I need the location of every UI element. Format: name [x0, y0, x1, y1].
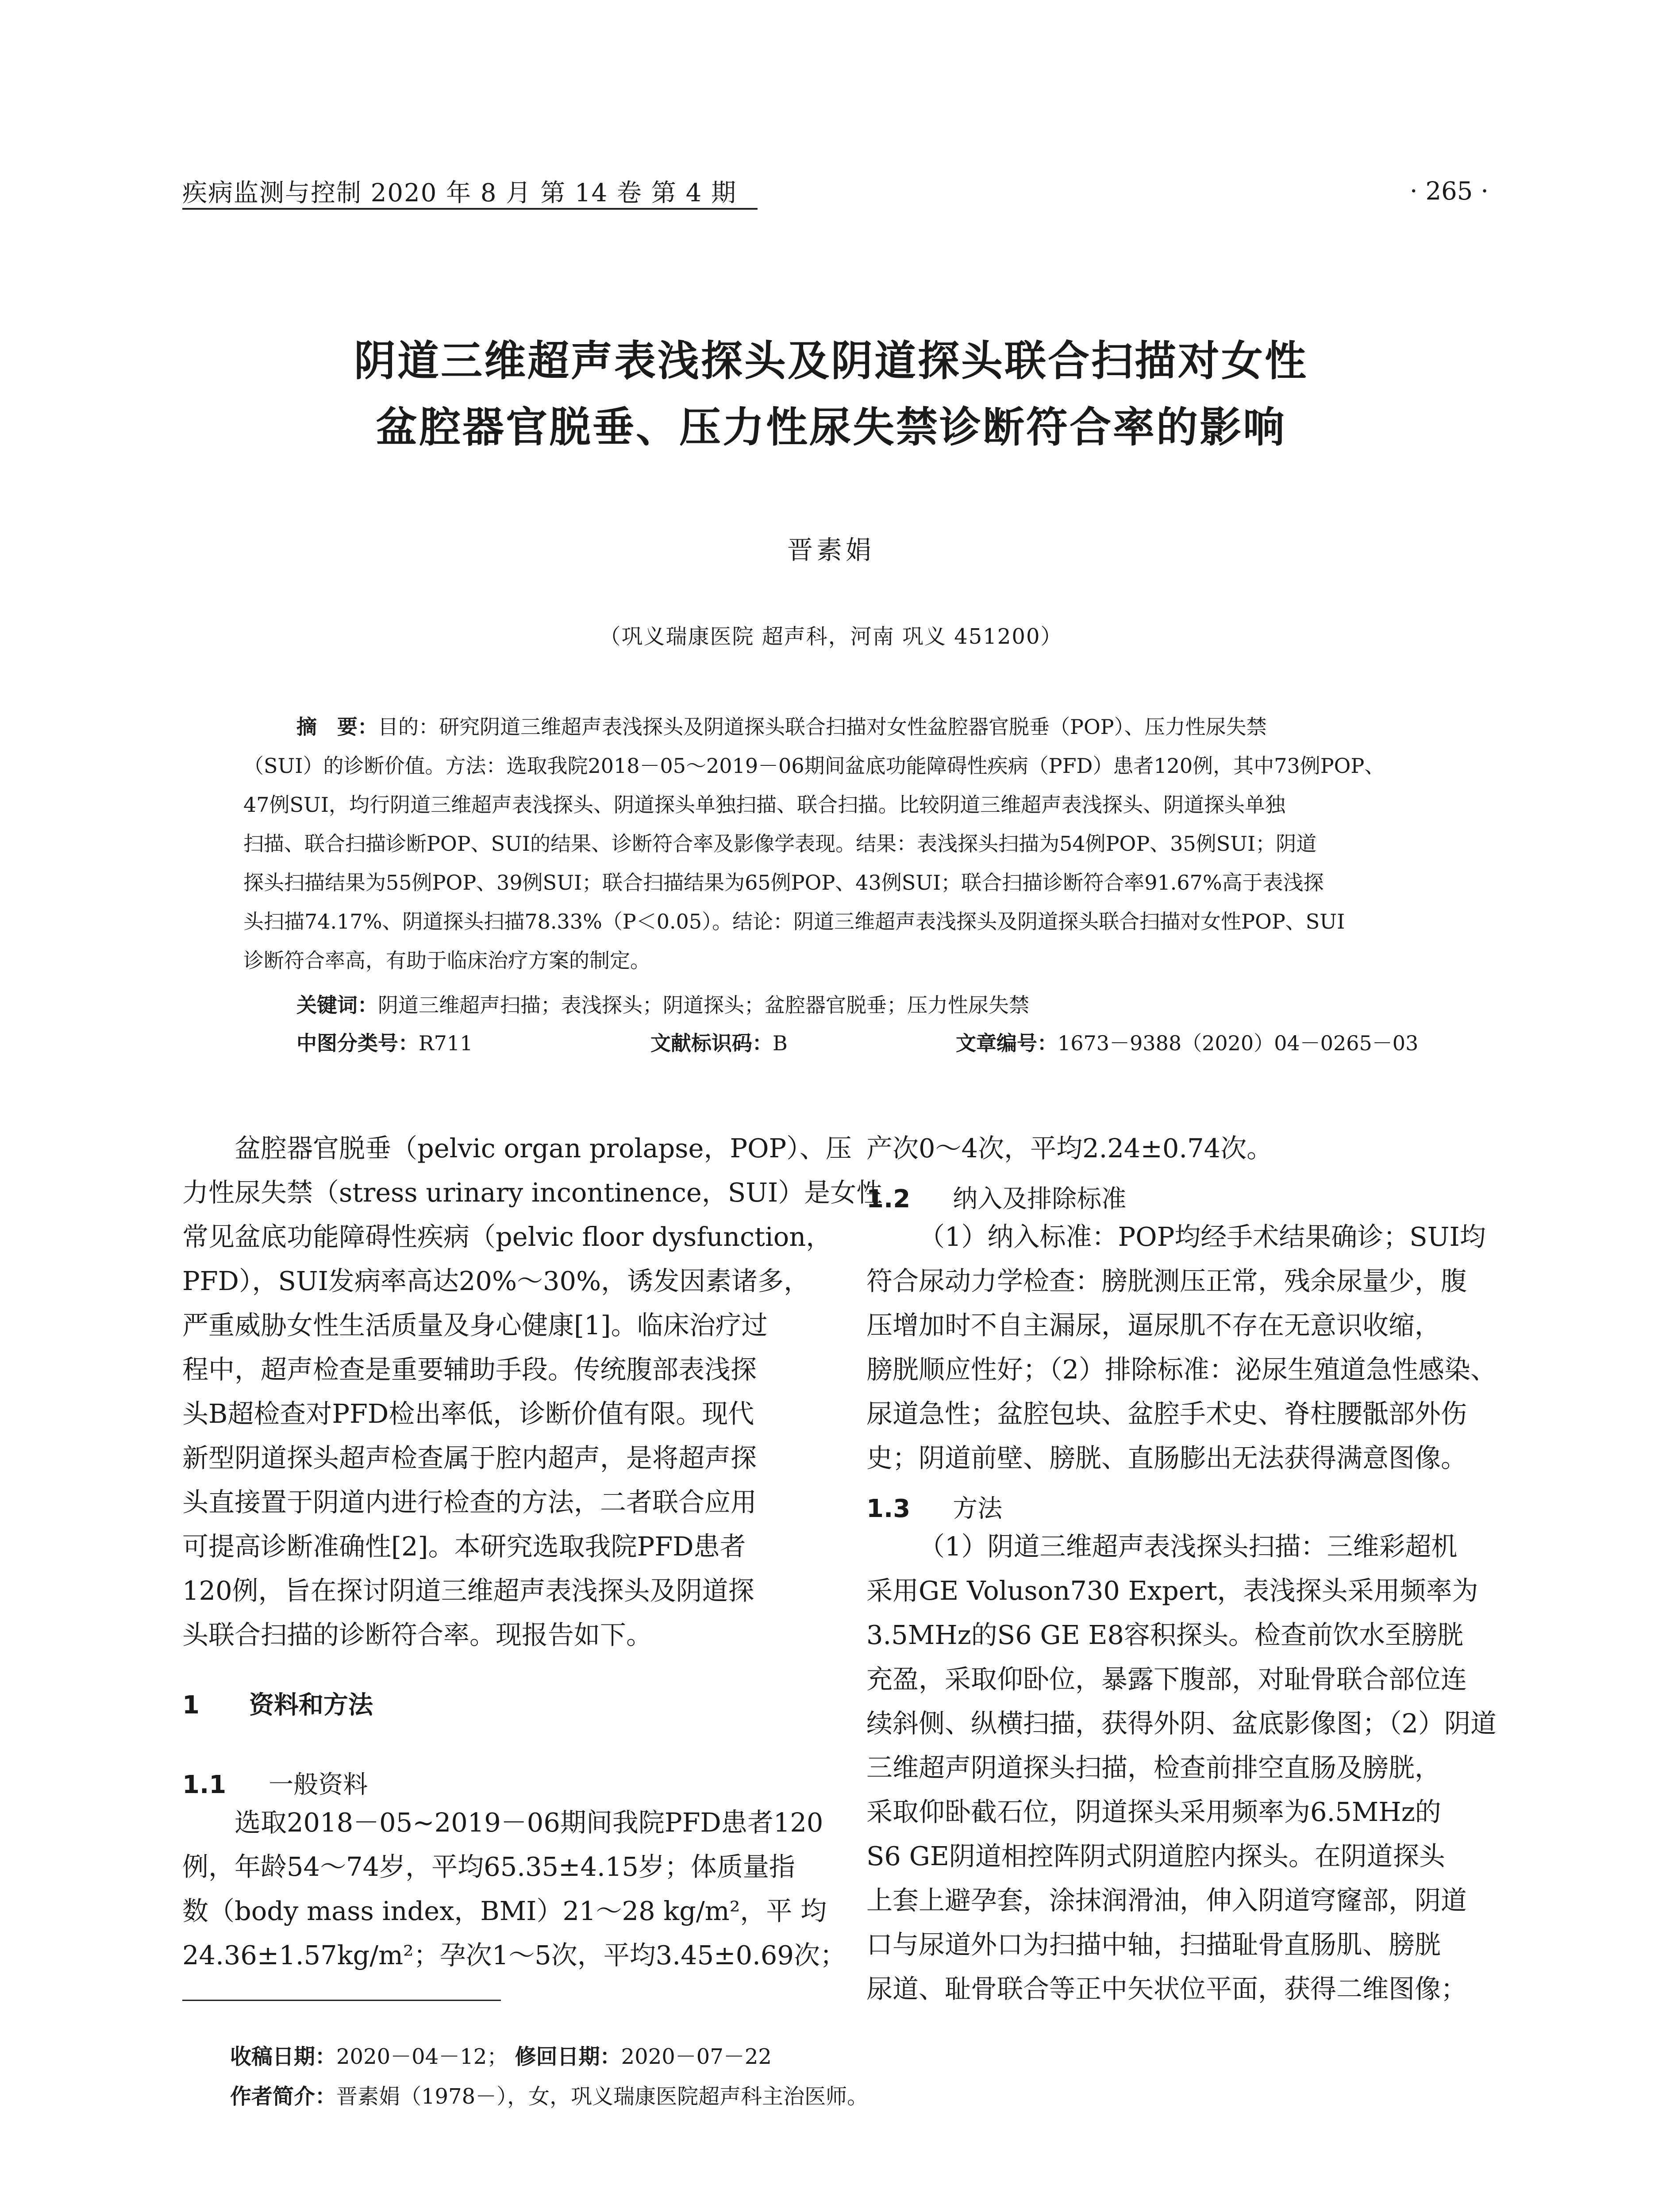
affiliation: （巩义瑞康医院 超声科，河南 巩义 451200）: [599, 624, 1063, 649]
abstract-line: 扫描、联合扫描诊断POP、SUI的结果、诊断符合率及影像学表现。结果：表浅探头扫描为54例POP、35例SUI；阴道: [243, 832, 1317, 856]
body-line: 膀胱顺应性好；（2）排除标准：泌尿生殖道急性感染、: [866, 1354, 1497, 1385]
body-line: 24.36±1.57kg/m²；孕次1～5次，平均3.45±0.69次；: [182, 1940, 846, 1970]
body-line: 120例，旨在探讨阴道三维超声表浅探头及阴道探: [182, 1575, 754, 1606]
subsection-heading: 1.1 一般资料: [182, 1770, 368, 1799]
body-line: 头联合扫描的诊断符合率。现报告如下。: [182, 1620, 653, 1650]
body-line: 采用GE Voluson730 Expert，表浅探头采用频率为: [866, 1575, 1478, 1606]
body-line: 可提高诊断准确性[2]。本研究选取我院PFD患者: [182, 1531, 746, 1562]
body-line: 新型阴道探头超声检查属于腔内超声，是将超声探: [182, 1443, 757, 1473]
received-dates: 收稿日期：2020－04－12； 修回日期：2020－07－22: [230, 2044, 772, 2069]
footnote-rule: [182, 2000, 501, 2001]
header-rule: [182, 208, 758, 210]
body-line: 压增加时不自主漏尿，逼尿肌不存在无意识收缩，: [866, 1310, 1441, 1340]
body-line: 常见盆底功能障碍性疾病（pelvic floor dysfunction，: [182, 1221, 832, 1252]
article-number: 文章编号：1673－9388（2020）04－0265－03: [956, 1031, 1419, 1055]
body-line: 尿道、耻骨联合等正中矢状位平面，获得二维图像；: [866, 1974, 1467, 2004]
body-line: 口与尿道外口为扫描中轴，扫描耻骨直肠肌、膀胱: [866, 1929, 1441, 1960]
clc-number: 中图分类号：R711: [296, 1031, 473, 1055]
body-line: 严重威胁女性生活质量及身心健康[1]。临床治疗过: [182, 1310, 768, 1340]
body-line: 力性尿失禁（stress urinary incontinence，SUI）是女性: [182, 1177, 883, 1208]
subsection-heading: 1.2 纳入及排除标准: [866, 1185, 1127, 1214]
body-line: 3.5MHz的S6 GE E8容积探头。检查前饮水至膀胱: [866, 1620, 1464, 1650]
body-line: 产次0～4次，平均2.24±0.74次。: [866, 1133, 1273, 1164]
body-line: 盆腔器官脱垂（pelvic organ prolapse，POP）、压: [235, 1133, 852, 1164]
title-line-2: 盆腔器官脱垂、压力性尿失禁诊断符合率的影响: [375, 403, 1286, 452]
body-line: 选取2018－05~2019－06期间我院PFD患者120: [235, 1807, 823, 1838]
abstract-line: 摘 要：目的：研究阴道三维超声表浅探头及阴道探头联合扫描对女性盆腔器官脱垂（POP）、压力性尿失禁: [296, 715, 1267, 739]
author-bio: 作者简介：晋素娟（1978－），女，巩义瑞康医院超声科主治医师。: [230, 2084, 869, 2109]
abstract-line: 47例SUI，均行阴道三维超声表浅探头、阴道探头单独扫描、联合扫描。比较阴道三维超声表浅探头、阴道探头单独: [243, 793, 1285, 817]
body-line: 采取仰卧截石位，阴道探头采用频率为6.5MHz的: [866, 1797, 1441, 1827]
body-line: 三维超声阴道探头扫描，检查前排空直肠及膀胱，: [866, 1752, 1441, 1783]
abstract-label: 摘 要：: [296, 715, 378, 739]
subsection-heading: 1.3 方法: [866, 1494, 1003, 1523]
body-line: 例，年龄54～74岁，平均65.35±4.15岁；体质量指: [182, 1851, 795, 1882]
title-line-1: 阴道三维超声表浅探头及阴道探头联合扫描对女性: [354, 337, 1308, 385]
body-line: 头B超检查对PFD检出率低，诊断价值有限。现代: [182, 1398, 754, 1429]
abstract-line: （SUI）的诊断价值。方法：选取我院2018－05～2019－06期间盆底功能障碍性疾病（PFD）患者120例，其中73例POP、: [243, 754, 1385, 778]
body-line: 程中，超声检查是重要辅助手段。传统腹部表浅探: [182, 1354, 757, 1385]
running-head: 疾病监测与控制 2020 年 8 月 第 14 卷 第 4 期: [182, 179, 737, 207]
page-number: · 265 ·: [1409, 177, 1489, 206]
body-line: 充盈，采取仰卧位，暴露下腹部，对耻骨联合部位连: [866, 1664, 1467, 1694]
body-line: 数（body mass index，BMI）21～28 kg/m²，平 均: [182, 1896, 827, 1926]
document-code: 文献标识码：B: [650, 1031, 788, 1055]
body-line: PFD），SUI发病率高达20%～30%，诱发因素诸多，: [182, 1266, 810, 1296]
body-line: 尿道急性；盆腔包块、盆腔手术史、脊柱腰骶部外伤: [866, 1398, 1467, 1429]
abstract-line: 探头扫描结果为55例POP、39例SUI；联合扫描结果为65例POP、43例SUI；联合扫描诊断符合率91.67%高于表浅探: [243, 871, 1324, 895]
body-line: 续斜侧、纵横扫描，获得外阴、盆底影像图；（2）阴道: [866, 1708, 1497, 1739]
section-heading: 1 资料和方法: [182, 1691, 373, 1720]
keywords: 关键词：阴道三维超声扫描；表浅探头；阴道探头；盆腔器官脱垂；压力性尿失禁: [296, 993, 1029, 1017]
body-line: （1）阴道三维超声表浅探头扫描：三维彩超机: [919, 1531, 1458, 1562]
body-line: 头直接置于阴道内进行检查的方法，二者联合应用: [182, 1487, 757, 1517]
body-line: 上套上避孕套，涂抹润滑油，伸入阴道穹窿部，阴道: [866, 1885, 1467, 1916]
body-line: （1）纳入标准：POP均经手术结果确诊；SUI均: [919, 1221, 1486, 1252]
abstract-line: 诊断符合率高，有助于临床治疗方案的制定。: [243, 949, 650, 972]
body-line: S6 GE阴道相控阵阴式阴道腔内探头。在阴道探头: [866, 1841, 1445, 1871]
body-line: 史；阴道前壁、膀胱、直肠膨出无法获得满意图像。: [866, 1443, 1467, 1473]
abstract-line: 头扫描74.17%、阴道探头扫描78.33%（P＜0.05）。结论：阴道三维超声表浅探头及阴道探头联合扫描对女性POP、SUI: [243, 910, 1345, 933]
body-line: 符合尿动力学检查：膀胱测压正常，残余尿量少，腹: [866, 1266, 1467, 1296]
author-name: 晋素娟: [787, 535, 875, 565]
